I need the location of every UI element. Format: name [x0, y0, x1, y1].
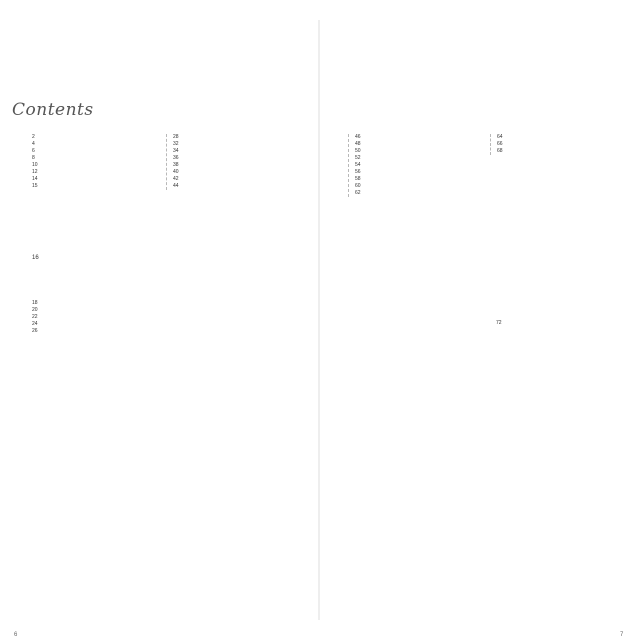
toc-entry: [355, 148, 483, 155]
toc-entry: [355, 134, 483, 141]
left-folio: 6: [14, 632, 18, 638]
right-folio: 7: [620, 632, 624, 638]
toc-entry-text: [187, 169, 301, 176]
toc-entry-text: [46, 328, 160, 335]
toc-entry-text: [46, 155, 160, 162]
toc-page-number: 60: [355, 183, 361, 189]
toc-entry: [355, 190, 483, 197]
chapter1-page-number: 16: [32, 255, 39, 261]
toc-page-number: 72: [496, 320, 502, 326]
toc-entry: [355, 169, 483, 176]
toc-entry: [173, 134, 301, 141]
chapter2-column: [496, 320, 624, 348]
toc-entry-text: [511, 134, 625, 141]
toc-entry-text: [510, 341, 624, 348]
toc-entry-text: [369, 148, 483, 155]
toc-entry: [173, 155, 301, 162]
toc-entry-text: [46, 314, 160, 321]
toc-page-number: 26: [32, 328, 38, 334]
toc-page-number: 44: [173, 183, 179, 189]
toc-page-number: [496, 334, 506, 341]
toc-page-number: 14: [32, 176, 38, 182]
toc-page-number: 64: [497, 134, 503, 140]
toc-page-number: 20: [32, 307, 38, 313]
toc-entry-text: [510, 327, 624, 334]
toc-page-number: 40: [173, 169, 179, 175]
toc-page-number: 66: [497, 141, 503, 147]
toc-entry: [32, 169, 160, 176]
toc-page-number: 36: [173, 155, 179, 161]
toc-column-3: [348, 134, 483, 197]
toc-entry-text: [46, 148, 160, 155]
toc-entry-text: [187, 155, 301, 162]
toc-entry: [32, 328, 160, 335]
toc-entry: [355, 141, 483, 148]
toc-entry: [32, 307, 160, 314]
toc-entry: [173, 141, 301, 148]
toc-page-number: 12: [32, 169, 38, 175]
toc-entry-text: [369, 141, 483, 148]
contents-title: Contents: [12, 100, 94, 120]
toc-entry: [32, 155, 160, 162]
toc-entry: [173, 162, 301, 169]
toc-entry-text: [46, 300, 160, 307]
toc-entry: [497, 134, 625, 141]
toc-page-number: 50: [355, 148, 361, 154]
toc-entry-text: [187, 176, 301, 183]
toc-page-number: 54: [355, 162, 361, 168]
toc-entry-text: [46, 321, 160, 328]
toc-page-number: 28: [173, 134, 179, 140]
book-gutter: [318, 20, 320, 620]
toc-entry: [355, 176, 483, 183]
toc-entry: [497, 141, 625, 148]
toc-entry: [32, 183, 160, 190]
toc-entry: [355, 155, 483, 162]
toc-entry: [355, 162, 483, 169]
toc-entry-text: [369, 134, 483, 141]
toc-entry: [497, 148, 625, 155]
toc-entry-text: [46, 162, 160, 169]
toc-entry-text: [46, 176, 160, 183]
toc-page-number: [496, 327, 506, 334]
toc-column-4: [490, 134, 625, 155]
toc-page-number: [496, 341, 506, 348]
toc-page-number: 34: [173, 148, 179, 154]
toc-entry-text: [511, 141, 625, 148]
toc-page-number: 8: [32, 155, 35, 161]
toc-entry: [32, 321, 160, 328]
toc-entry-text: [369, 169, 483, 176]
toc-page-number: 62: [355, 190, 361, 196]
toc-entry: [32, 176, 160, 183]
toc-entry-text: [369, 183, 483, 190]
toc-page-number: 15: [32, 183, 38, 189]
toc-entry: [32, 162, 160, 169]
toc-entry-text: [187, 148, 301, 155]
toc-page-number: 10: [32, 162, 38, 168]
toc-page-number: 52: [355, 155, 361, 161]
toc-entry: [496, 341, 624, 348]
toc-entry-text: [510, 334, 624, 341]
toc-page-number: 6: [32, 148, 35, 154]
toc-entry: [173, 148, 301, 155]
toc-page-number: 42: [173, 176, 179, 182]
toc-entry: [32, 148, 160, 155]
toc-entry: [32, 141, 160, 148]
toc-page-number: 4: [32, 141, 35, 147]
toc-entry-text: [46, 141, 160, 148]
toc-entry: [496, 327, 624, 334]
toc-entry-text: [369, 162, 483, 169]
toc-page-number: 24: [32, 321, 38, 327]
toc-page-number: 32: [173, 141, 179, 147]
toc-entry: [496, 320, 624, 327]
toc-entry-text: [187, 162, 301, 169]
toc-page-number: 56: [355, 169, 361, 175]
toc-entry-text: [46, 134, 160, 141]
toc-entry: [496, 334, 624, 341]
toc-entry: [355, 183, 483, 190]
toc-entry-text: [369, 155, 483, 162]
toc-entry-text: [46, 183, 160, 190]
toc-entry-text: [46, 169, 160, 176]
toc-page-number: 68: [497, 148, 503, 154]
chapter1-column: [32, 300, 160, 335]
toc-page-number: 46: [355, 134, 361, 140]
toc-entry-text: [511, 148, 625, 155]
toc-entry-text: [187, 141, 301, 148]
toc-entry-text: [187, 183, 301, 190]
toc-entry: [173, 169, 301, 176]
toc-entry: [32, 134, 160, 141]
toc-page-number: 58: [355, 176, 361, 182]
toc-entry-text: [187, 134, 301, 141]
toc-page-number: 18: [32, 300, 38, 306]
toc-page-number: 48: [355, 141, 361, 147]
toc-entry: [173, 183, 301, 190]
toc-entry-text: [46, 307, 160, 314]
toc-entry: [32, 300, 160, 307]
toc-entry: [32, 314, 160, 321]
toc-page-number: 2: [32, 134, 35, 140]
toc-page-number: 38: [173, 162, 179, 168]
toc-page-number: 22: [32, 314, 38, 320]
intro-column: [32, 134, 160, 190]
toc-entry-text: [510, 320, 624, 327]
toc-entry-text: [369, 176, 483, 183]
toc-entry: [173, 176, 301, 183]
toc-column-2: [166, 134, 301, 190]
toc-entry-text: [369, 190, 483, 197]
